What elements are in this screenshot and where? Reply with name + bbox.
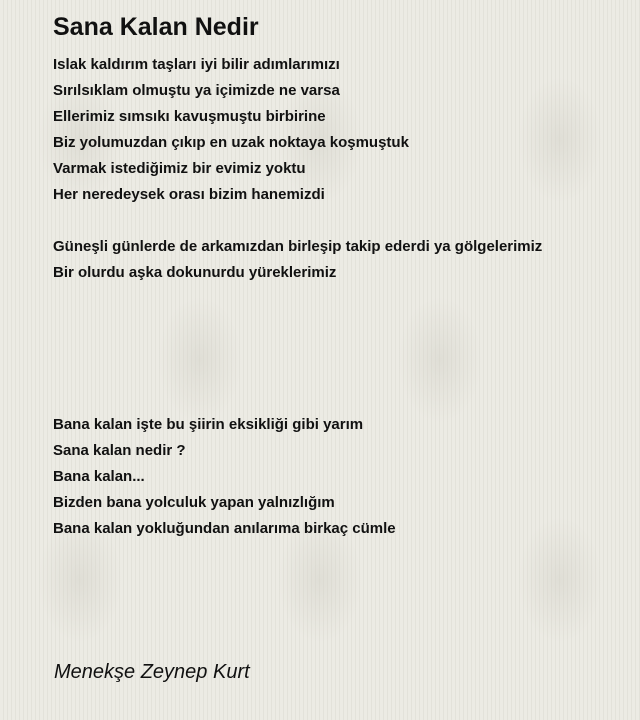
poem-line: Bana kalan işte bu şiirin eksikliği gibi yarım	[53, 416, 364, 433]
poem-line: Sırılsıklam olmuştu ya içimizde ne varsa	[53, 82, 340, 99]
poem-line: Biz yolumuzdan çıkıp en uzak noktaya koşmuştuk	[53, 134, 409, 151]
poem-title: Sana Kalan Nedir	[53, 13, 259, 41]
stanza-3	[53, 412, 396, 542]
poem-line: Islak kaldırım taşları iyi bilir adımlarımızı	[53, 56, 340, 73]
stanza-2	[53, 234, 542, 286]
poem-line: Ellerimiz sımsıkı kavuşmuştu birbirine	[53, 108, 326, 125]
poem-line: Bana kalan yokluğundan anılarıma birkaç cümle	[53, 520, 396, 537]
poem-author: Menekşe Zeynep Kurt	[54, 661, 250, 683]
poem-line: Varmak istediğimiz bir evimiz yoktu	[53, 160, 306, 177]
poem-line: Bir olurdu aşka dokunurdu yüreklerimiz	[53, 264, 337, 281]
stanza-1	[53, 52, 409, 208]
poem-line: Bana kalan...	[53, 468, 145, 485]
poem-line: Sana kalan nedir ?	[53, 442, 186, 459]
poem-line: Güneşli günlerde de arkamızdan birleşip takip ederdi ya gölgelerimiz	[53, 238, 543, 255]
poem-line: Her neredeysek orası bizim hanemizdi	[53, 186, 325, 203]
poem-line: Bizden bana yolculuk yapan yalnızlığım	[53, 494, 335, 511]
